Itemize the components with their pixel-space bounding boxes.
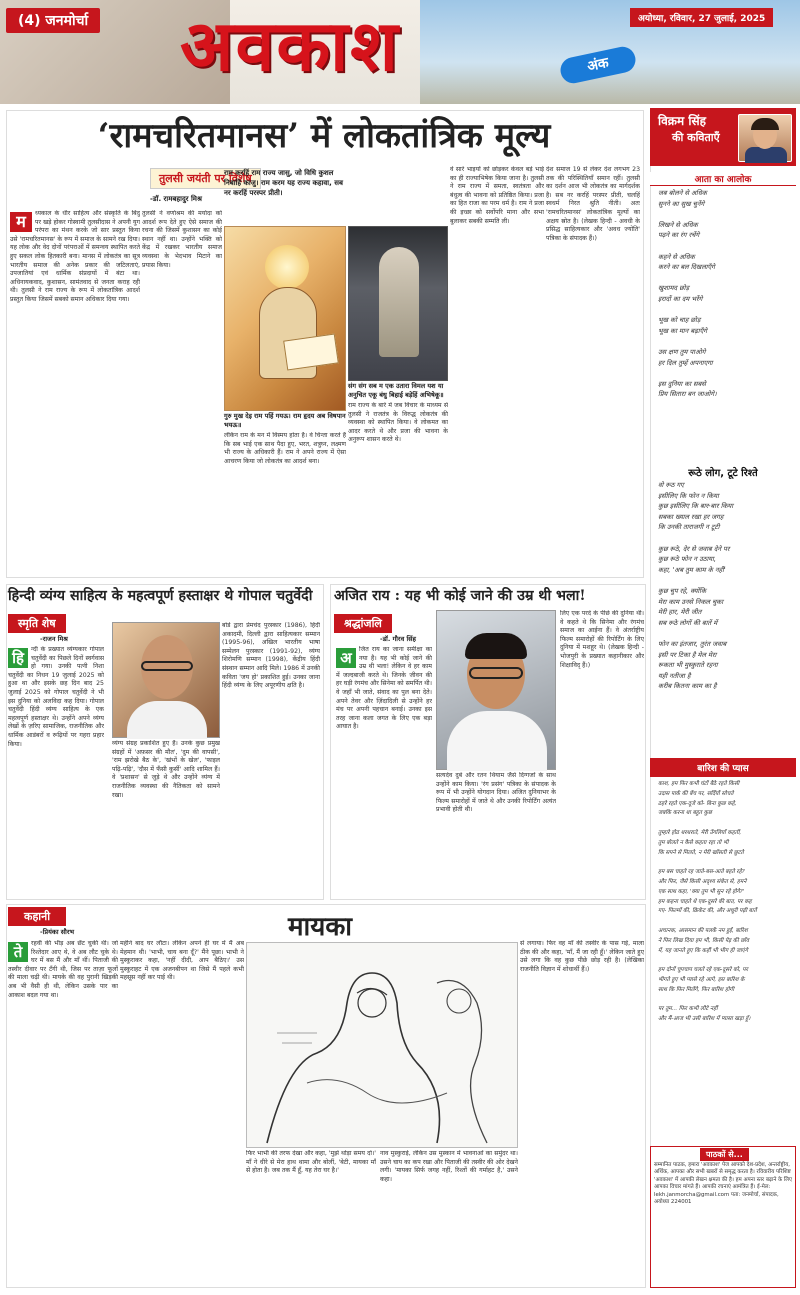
story-column-2: महीने बाद घर लौटा। लेकिन अपने ही घर में मैं अब मेहमान थी। 'भाभी, चाय बना दूँ?' मैंने पूछा। भाभी ने मुस्कुराकर कहा, 'नहीं दीदी, आप बैठिए।' उस मुस्कुराहट में एक अजनबीपन था जिसे मैं पहले कभी महसूस नहीं कर पाई थी।	[120, 940, 244, 982]
poem-line: रूकता भी मुस्कुराते रहना	[658, 661, 718, 670]
poem1-title: आता का आलोक	[650, 172, 796, 186]
poem-line	[658, 336, 794, 347]
poem3-body	[658, 780, 794, 1140]
main-column-1	[10, 210, 140, 572]
poem-line	[658, 628, 794, 639]
poem-line: पढ़ने का रंग रचेंगे	[658, 231, 700, 240]
poem-line: भीगते हुए भी प्यासे रहे आगे, इस बारिश के	[658, 976, 745, 983]
poet-photo-shirt	[745, 147, 787, 163]
main-headline: ‘रामचरितमानस’ में लोकतांत्रिक मूल्य	[97, 116, 551, 156]
poem-line: भूख का मान बढ़ाएँगे	[658, 326, 707, 335]
poem2-body	[658, 480, 794, 756]
poem-line: प्रिय सितारा बन जाओगे।	[658, 390, 717, 399]
story-dropcap: ते	[8, 942, 28, 962]
story-column-5: से लगाया। फिर वह माँ की तस्वीर के पास गई, माला ठीक की और कहा, 'माँ, मैं जा रही हूँ।' लेकिन जाते हुए उसे लगा कि वह कुछ पीछे छोड़ रही है। (लेखिका राजनीति विज्ञान में शोधार्थी हैं।)	[520, 940, 644, 973]
story-section-label: कहानी	[8, 907, 66, 926]
gopal-column-1	[8, 646, 104, 896]
poem-line: खुशामद छोड़	[658, 284, 689, 293]
painting-halo	[265, 245, 309, 289]
gopal-section-label: स्मृति शेष	[8, 614, 66, 633]
poet-photo	[738, 114, 792, 162]
gopal-dropcap: हि	[8, 648, 28, 668]
gopal-photo-body	[127, 701, 207, 739]
gopal-headline: हिन्दी व्यंग्य साहित्य के महत्वपूर्ण हस्ताक्षर थे गोपाल चतुर्वेदी	[8, 588, 313, 604]
ajit-column-1	[336, 646, 432, 896]
poem-line: वो रूठ गए	[658, 481, 684, 489]
ajit-byline: -डॉ. गौरव सिंह	[380, 635, 416, 643]
poem-line: हम दोनों चुपचाप चलते रहे एक-दूसरे को, पर	[658, 967, 748, 974]
poem-line: कहने से अधिक	[658, 252, 695, 261]
statue-figure	[379, 247, 419, 357]
poem1-body	[658, 188, 794, 468]
page-tag: (4) जनमोर्चा	[6, 8, 100, 33]
ajit-photo	[436, 610, 556, 770]
poem-line: तुम्हारे होठ थरथराते, मेरी उँगलियाँ कहतीं,	[658, 829, 742, 836]
poem-line	[658, 241, 794, 252]
poem-line: हम बस चाहते रह जाते-बस-आते बहते रहे?	[658, 869, 745, 876]
poem-line: हम कहना चाहते थे एक-दूसरे की बात, पर कह	[658, 898, 752, 905]
painting-caption: गुरु मुख देइ राम पहिं गयऊ। राम हृदय अब विषपान भयऊ॥	[224, 412, 346, 429]
poem-line: लिखने से अधिक	[658, 220, 698, 229]
poem-line: ठहरे रहते एक-दूजे को- बिना कुछ कहे,	[658, 800, 737, 807]
main-column-5: वे सारे भाइयों को छोड़कर केवल बड़े भाई का ही राज्याभिषेक किया जाना है। तुलसी ने राम राज्य में समता, स्वतंत्रता और बंधुत्व की भावना को प्रतिष्ठित किया। प्रजा का हित राजा का परम धर्म है। राम ने प्रजा की इच्छा को सर्वोपरि माना और सभा बुलाकर सबकी सम्मति ली।	[450, 166, 544, 225]
ajit-photo-hair	[465, 633, 527, 659]
main-column-3: लेकिन राम के मन में विस्मय होता है। वे चिन्ता करते हैं कि सब भाई एक साथ पैदा हुए, भरत, शत्रुघ्न, लक्ष्मण भी राज्य के अधिकारी हैं। राम ने अपने राज्य में ऐसा आचरण किया जो लोकतंत्र का आदर्श बना।	[224, 432, 346, 465]
poem-line: ने फिर लिख दिया हम भी, किसी पेड़ की छाँव	[658, 937, 749, 944]
ajit-column-3: लिए एक परदे के पीछे की दुनिया थी। वे कहते थे कि सिनेमा और रंगमंच समाज का आईना हैं। वे अंतर्राष्ट्रीय फिल्म समारोहों की रिपोर्टिंग के लिए दुनिया में मशहूर थे। (लेखक हिन्दी - भोजपुरी के प्रख्यात कहानीकार और शिक्षाविद् हैं।)	[560, 610, 644, 669]
brand-badge: अंक	[558, 44, 638, 85]
poem-line: कुछ रूठे फोन न उठाया,	[658, 555, 716, 564]
poem-line	[658, 858, 794, 868]
poem-line	[658, 956, 794, 966]
story-column-3: फिर भाभी की तरफ देखा और कहा, 'मुझे थोड़ा समय दो।' माँ ने धीरे से मेरा हाथ थामा और बोलीं, 'बेटी, मायका माँ से होता है। जब तक मैं हूँ, यह तेरा घर है।'	[246, 1150, 376, 1175]
poem-line: भूख को चाह छोड़	[658, 316, 701, 325]
poem-line: इरादों का दम भरेंगे	[658, 294, 703, 303]
poem-line: मेरी हार, मेरी जीत	[658, 608, 702, 617]
main-dropcap: म	[10, 212, 32, 232]
poem-line: करने का बल दिखलाएँगे	[658, 263, 715, 272]
poet-name: विक्रम सिंह	[658, 114, 706, 128]
gopal-byline: -राजन मिश्र	[40, 635, 68, 643]
poem-line: सुनने का सुख चुनेंगे	[658, 199, 705, 208]
poem-line: कुछ चुप रहे, क्योंकि	[658, 586, 707, 595]
poem-line: एक साथ कहा, 'क्या तुम भी सुन रहे होगे?'	[658, 888, 745, 895]
ajit-section-label: श्रद्धांजलि	[334, 614, 392, 633]
poem-line: में, यह जानते हुए कि कहीं भी भीग ही जाएंगे	[658, 947, 748, 954]
poem-line	[658, 209, 794, 220]
poem-line	[658, 273, 794, 284]
gopal-photo	[112, 622, 220, 738]
poem-line: कि सपने से मिलते, न मेरी खाँसती से छूटते	[658, 849, 744, 856]
main-column-4: राम राज्य के बारे में जब विचार के माध्यम से तुलसी ने राजतंत्र के विरुद्ध लोकतंत्र की व्यवस्था को स्थापित किया। वे लोकमत का आदर करते थे और प्रजा की भावना के अनुरूप शासन करते थे।	[348, 402, 448, 444]
letters-heading: पाठकों से...	[700, 1148, 749, 1161]
poem-line: सबका ख्याल रखा हर जगह	[658, 512, 724, 521]
poem-line	[658, 575, 794, 586]
ajit-column-2: सत्यदेव दुबे और रतन थियाम जैसे दिग्गजों के साथ उन्होंने काम किया। 'रंग प्रसंग' पत्रिका के संपादक के रूप में भी उन्होंने योगदान दिया। अजित दुनियाभर के फिल्म समारोहों में जाते थे और उनकी रिपोर्टिंग अत्यंत प्रभावी होती थी।	[436, 772, 556, 814]
poem-line: कहा, 'अब तुम काम के नहीं'	[658, 565, 726, 574]
poet-subtitle: की कविताएँ	[672, 131, 720, 144]
ajit-photo-shirt	[447, 711, 547, 771]
poem-line: हर दिल तुम्हें अपनाएगा	[658, 358, 713, 367]
poem-line	[658, 533, 794, 544]
painting-book	[283, 334, 339, 371]
poem-line	[658, 819, 794, 829]
poem-line: साथ कि फिर मिलेंगे, फिर बारिश होगी	[658, 986, 735, 993]
poem-line: कुछ रूठे, देर से जवाब देने पर	[658, 544, 730, 553]
story-title: मायका	[287, 912, 353, 942]
poem-line: उदास पार्क की बेंच पर, सर्दियों सोचते	[658, 790, 734, 797]
dateline: अयोध्या, रविवार, 27 जुलाई, 2025	[630, 8, 773, 27]
main-kicker: तुलसी जयंती पर विशेष	[150, 168, 261, 189]
poem-line: गए- फिल्मों की, क्रिकेट की, और अधूरी पढ़ी बातें	[658, 908, 757, 915]
poet-photo-hair	[751, 118, 779, 130]
main-byline: -डॉ. रामबहादुर मिश्र	[150, 195, 202, 203]
ajit-col1-text: जित राय का जाना समीक्षा का नया है। यह भी कोई जाने की उम्र थी भला! लेकिन वे हर काम में जल्दबाजी करते थे। जिनके जीवन की हर घड़ी रंगमंच और सिनेमा को समर्पित थी। वे जहाँ भी जाते, संवाद का पुल बना देते। अपने तेवर और ज़िंदादिली से उन्होंने हर मंच पर अपनी पहचान बनाई। उनका इस तरह जाना कला जगत के लिए एक बड़ा आघात है।	[336, 646, 432, 731]
poem-line: काश, हम फिर कभी घंटों बैठे रहते किसी	[658, 781, 740, 787]
brand-logo: अवकाश	[180, 5, 400, 87]
poem-line: कुछ इसीलिए कि बार-बार किया	[658, 502, 734, 511]
poem-line	[658, 368, 794, 379]
poem-line	[658, 996, 794, 1006]
main-column-6: देश समाज 19 से लेकर देश लगभग 23 तक की परिस्थितियाँ समान रहीं। तुलसी का दर्शन आज भी लोकतंत्र का मार्गदर्शक है। सब नर करहिं परस्पर प्रीती, चलहिं स्वधर्म निरत श्रुति नीती। अतः 'रामचरितमानस' लोकतांत्रिक मूल्यों का अक्षय स्रोत है। (लेखक हिन्दी - अवधी के प्रसिद्ध साहित्यकार और 'अवध ज्योति' पत्रिका के संपादक हैं।)	[546, 166, 640, 242]
ajit-headline: अजित राय : यह भी कोई जाने की उम्र थी भला!	[334, 588, 586, 604]
poem-line: तुम बोलते न कैसे कहता रहा तो भी	[658, 839, 729, 846]
story-byline: -प्रियंका सौरभ	[40, 928, 75, 936]
poem-line: इसीलिए कि फोन न किया	[658, 491, 719, 500]
story-col1-text: रहवीं की भीड़ अब छँट चुकी थी। जो रिश्तेदार आए थे, वे अब लौट चुके थे। घर में बस मैं और माँ थीं। पिताजी की तस्वीर दीवार पर टँगी थी, जिस पर ताज़ा फूलों की माला चढ़ी थी। मायके की वह पुरानी खिड़की अब भी वैसी ही थी, लेकिन उसके पार का आकाश बदल गया था।	[8, 940, 118, 999]
statue-caption: संग संग सब म एक उतारा विमल यश या अनुचित एकू बंधु बिहाई बड़ेहिं अभिषेकू॥	[348, 382, 444, 399]
poem-line: पर तुम... फिर कभी लौटे नहीं	[658, 1006, 718, 1013]
ajit-photo-glasses	[469, 667, 523, 679]
poem-line: फोन का इंतजार, तुरंत जवाब	[658, 639, 727, 648]
poem2-title: रूठे लोग, टूटे रिश्ते	[688, 468, 758, 479]
poem-line: जबकि करना था बहुत कुछ	[658, 810, 712, 817]
main-column-2: तुलसी ने वर्णाश्रम की मर्यादा को आदर्श रूप देते हुए ऐसे समाज की रचना की जिसमें कुशासन का कोई स्थान नहीं था। उन्होंने भक्ति को केंद्र में रखकर भारतीय समाज व्यवस्था के भेदभाव मिटाने का प्रयास किया।	[142, 210, 222, 269]
gopal-col1-text: न्दी के प्रख्यात व्यंग्यकार गोपाल चतुर्वेदी का पिछले दिनों स्वर्गवास हो गया। उनकी पत्नी निशा चतुर्वेदी का निधन 19 जुलाई 2025 को हुआ था और इसके छह दिन बाद 25 जुलाई 2025 को गोपाल चतुर्वेदी ने भी इस दुनिया को अलविदा कह दिया। गोपाल चतुर्वेदी हिंदी व्यंग्य साहित्य के एक महत्वपूर्ण हस्ताक्षर थे। उन्होंने अपने व्यंग्य लेखों के ज़रिए सामाजिक, राजनीतिक और धार्मिक आडंबरों व रूढ़ियों पर गहरा प्रहार किया।	[8, 646, 104, 748]
ajit-dropcap: अ	[336, 648, 356, 668]
poem-line: कि उनकी ताराजगी न टूटी	[658, 523, 720, 532]
story-column-1	[8, 940, 118, 1284]
gopal-photo-glasses	[141, 661, 193, 671]
poem-line: मेरा काम उनसे निकल चुका	[658, 597, 724, 606]
gopal-column-2: व्यंग्य संग्रह प्रकाशित हुए हैं। उनके कुछ प्रमुख संग्रहों में 'अफ़सर की मौत', 'दुम की वापसी', 'राम झरोखे बैठ के', 'खंभों के खेल', 'फाइल पढ़ि-पढ़ि', 'दौस में फँसी कुर्सी' आदि शामिल हैं। वे 'प्रशासन' से जुड़े थे और उन्होंने व्यंग्य में राजनीतिक व्यवस्था की नैतिकता को सामने रखा।	[112, 740, 220, 799]
poem-line: यही नतीजा है	[658, 671, 691, 680]
poem-line: इसी पर टिका है मेल मेरा	[658, 650, 717, 659]
poem-line: और फिर, जैसे किसी अदृश्य संकेत से, हमने	[658, 878, 747, 885]
poem3-title: बारिश की प्यास	[650, 758, 796, 777]
poem-line: और मैं-आज भी उसी बारिश में प्यासा खड़ा हूँ।	[658, 1016, 751, 1023]
poem-line: जब बोलने से अधिक	[658, 189, 707, 197]
poem-line: अचानक, आसमान की पलकें नम हुईं, बारिश	[658, 927, 748, 934]
main-quote: राम करहिं राम राज्य जासु, जो विधि कुशल निबाहि काजु। राम करम यह राज्य कहावा, सब नर करहिं परस्पर प्रीती।	[224, 169, 343, 197]
painting-image	[224, 226, 346, 411]
poem-line	[658, 917, 794, 927]
poem-line: करीब कितना काम का है	[658, 682, 717, 691]
statue-image	[348, 226, 448, 381]
poem-line	[658, 305, 794, 316]
poem-line: इस दुनिया का सबसे	[658, 379, 706, 388]
gopal-column-3: बोर्ड द्वारा प्रेमचंद पुरस्कार (1986), हिंदी अकादमी, दिल्ली द्वारा साहित्यकार सम्मान (1995-96), अखिल भारतीय भाषा सम्मेलन पुरस्कार (1991-92), व्यंग्य शिरोमणि सम्मान (1998), केंद्रीय हिंदी संस्थान सम्मान आदि मिले। 1986 में उनकी कविता 'जय हो' प्रकाशित हुई। उनका जाना हिंदी व्यंग्य के लिए अपूरणीय क्षति है।	[222, 622, 320, 690]
sketch-drawing	[247, 943, 518, 1148]
poem-line: उस क्षण तुम पाओगे	[658, 347, 706, 356]
main-col1-text: ध्यकाल के धीर साहित्य और संस्कृति के बिंदु पर खड़े होकर गोस्वामी तुलसीदास ने अपनी युग परंपरा का मंथन करके जो सार प्रस्तुत किया उसे 'रामचरितमानस' के रूप में समाज के सामने रख दिया। यह लोक और वेद दोनों परंपराओं में समन्वय स्थापित करते हुए सकल लोक हितकारी बना। मानस में लोकतंत्र का सूत्र भारतीय समाज की अनेक प्रकार की जटिलताएं, उपजातियां एवं धार्मिक संप्रदायों में बंटा था। अधिनायकवाद, कुशासन, सामंतवाद से जनता कराह रही थी। तुलसी ने राम राज्य के रूप में लोकतांत्रिक आदर्श प्रस्तुत किया जिसमें सबको समान अधिकार दिया गया।	[10, 210, 140, 303]
poem-line: सब रूठे लोगों की बातें में	[658, 618, 718, 627]
story-column-4: नाव मुस्कुराई, लेकिन उस मुस्कान में भावनाओं का समुंदर था। उसने चाय का कप रखा और पिताजी की तस्वीर की ओर देखने लगी। 'मायका सिर्फ जगह नहीं, रिश्तों की गर्माहट है,' उसने कहा।	[380, 1150, 518, 1183]
story-sketch-image	[246, 942, 518, 1148]
letters-body: सम्मानित पाठक, हमारा 'अवकाश' पेज आपको देश-प्रदेश, अन्तर्राष्ट्रीय, अर्थिक, आपका और सभी खबरों से समृद्ध करता है। रविवारीय परिशिष्ट 'अवकाश' में आपकी लेखन क्षमता की है। हम अपना स्तर बढ़ाने के लिए आपका विचार मांगते हैं। आपकी रचनाएं आमंत्रित हैं। ई-मेल: lekh.janmorcha@gmail.com पता: जनमोर्चा, संपादक, अयोध्या 224001	[654, 1162, 792, 1206]
